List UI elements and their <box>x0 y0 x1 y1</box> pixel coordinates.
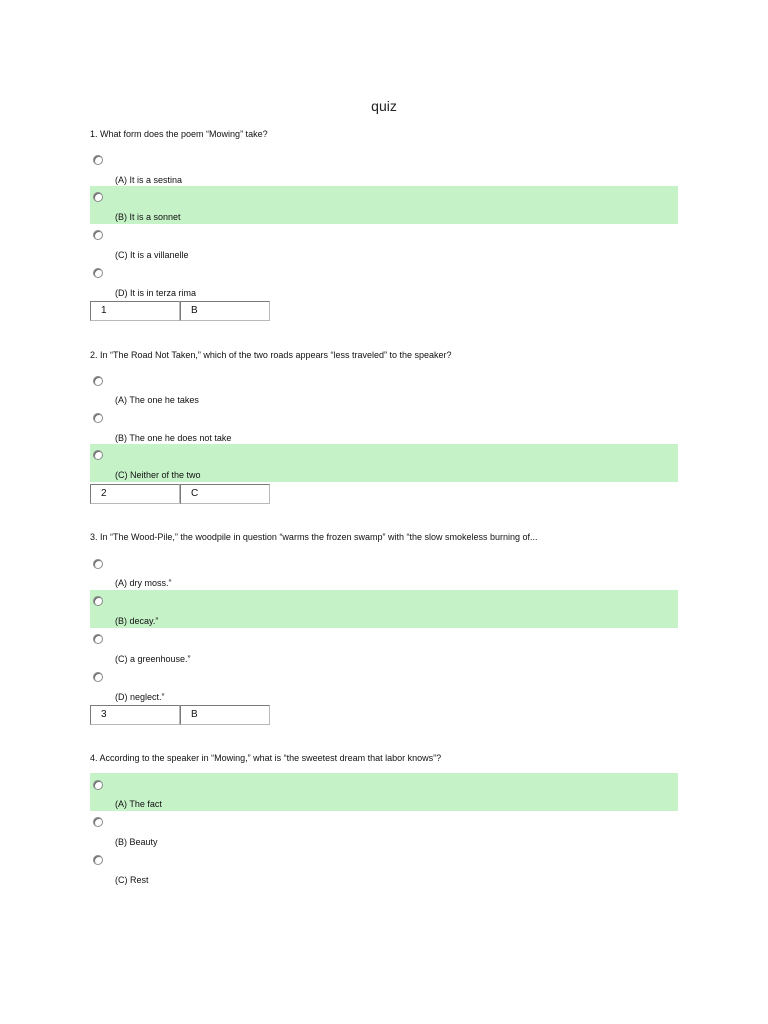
radio-button[interactable] <box>93 634 103 644</box>
answer-field[interactable]: B <box>180 705 270 725</box>
radio-button[interactable] <box>93 855 103 865</box>
option-b[interactable] <box>90 590 678 628</box>
option-c[interactable] <box>90 224 678 262</box>
option-label: (D) It is in terza rima <box>115 288 197 298</box>
radio-button[interactable] <box>93 596 103 606</box>
option-label: (B) decay.” <box>115 616 159 626</box>
radio-button[interactable] <box>93 268 103 278</box>
option-c[interactable] <box>90 628 678 666</box>
option-label: (A) The fact <box>115 799 162 809</box>
radio-button[interactable] <box>93 413 103 423</box>
option-b[interactable] <box>90 407 678 445</box>
question-text: 2. In “The Road Not Taken,” which of the two roads appears “less traveled” to the speaker? <box>90 350 452 360</box>
option-label: (D) neglect.” <box>115 692 165 702</box>
answer-box <box>90 484 270 504</box>
radio-button[interactable] <box>93 780 103 790</box>
option-label: (A) It is a sestina <box>115 175 183 185</box>
option-a[interactable] <box>90 369 678 407</box>
answer-box <box>90 705 270 725</box>
option-b[interactable] <box>90 811 678 849</box>
answer-field[interactable]: B <box>180 301 270 321</box>
answer-box <box>90 301 270 321</box>
option-d[interactable] <box>90 262 678 300</box>
radio-button[interactable] <box>93 230 103 240</box>
question-number-field[interactable]: 1 <box>90 301 180 321</box>
radio-button[interactable] <box>93 450 103 460</box>
question-number-field[interactable]: 2 <box>90 484 180 504</box>
radio-button[interactable] <box>93 192 103 202</box>
option-a[interactable] <box>90 773 678 811</box>
option-label: (C) Neither of the two <box>115 470 201 480</box>
radio-button[interactable] <box>93 559 103 569</box>
option-label: (A) dry moss.” <box>115 578 172 588</box>
question-text: 1. What form does the poem “Mowing” take? <box>90 129 268 139</box>
question-text: 4. According to the speaker in “Mowing,” what is “the sweetest dream that labor knows”? <box>90 753 442 763</box>
option-label: (C) Rest <box>115 875 149 885</box>
option-label: (B) Beauty <box>115 837 158 847</box>
question-number-field[interactable]: 3 <box>90 705 180 725</box>
radio-button[interactable] <box>93 817 103 827</box>
option-c[interactable] <box>90 444 678 482</box>
option-c[interactable] <box>90 849 678 887</box>
question-text: 3. In “The Wood-Pile,” the woodpile in question “warms the frozen swamp” with “the slow smokeless burning of... <box>90 532 538 542</box>
option-label: (B) The one he does not take <box>115 433 232 443</box>
radio-button[interactable] <box>93 155 103 165</box>
option-a[interactable] <box>90 149 678 187</box>
option-label: (C) a greenhouse.” <box>115 654 191 664</box>
option-d[interactable] <box>90 666 678 704</box>
radio-button[interactable] <box>93 376 103 386</box>
radio-button[interactable] <box>93 672 103 682</box>
option-label: (B) It is a sonnet <box>115 212 181 222</box>
page-title: quiz <box>371 98 397 114</box>
answer-field[interactable]: C <box>180 484 270 504</box>
option-label: (C) It is a villanelle <box>115 250 189 260</box>
option-a[interactable] <box>90 552 678 590</box>
option-label: (A) The one he takes <box>115 395 199 405</box>
option-b[interactable] <box>90 186 678 224</box>
